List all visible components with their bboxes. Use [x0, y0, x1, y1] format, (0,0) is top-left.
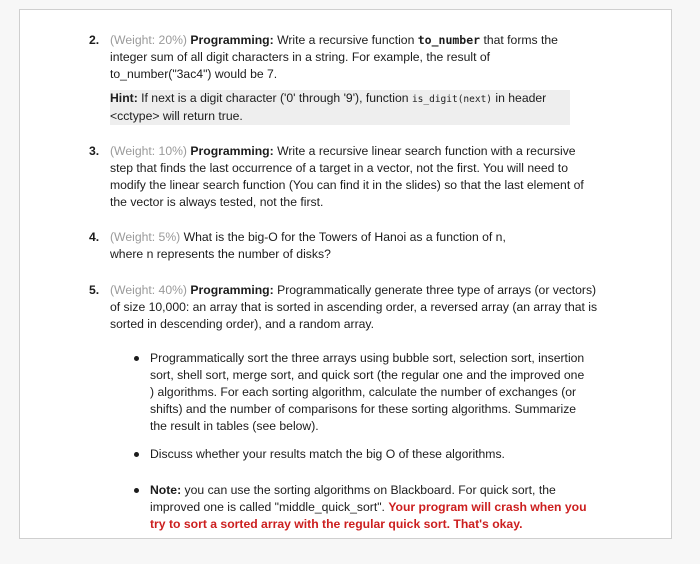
hint-text: If next is a digit character ('0' through '9'), function — [137, 91, 412, 105]
bullet-text: Programmatically sort the three arrays using bubble sort, selection sort, insertion sort, shell sort, merge sort, and quick sort (the regular one and the improved one ) algorithms. For each sorting algorithm, calculate the number of exchanges (or shifts) and the number of comparisons for these sorting algorithms. Summarize the result in tables (see below). — [150, 351, 585, 433]
weight-label: (Weight: 40%) — [110, 283, 187, 297]
question-3 — [89, 143, 595, 211]
warning-text: Your program will crash when you try to sort a sorted array with the regular quick sort. That's okay. — [150, 500, 587, 531]
weight-label: (Weight: 20%) — [110, 33, 187, 47]
weight-label: (Weight: 10%) — [110, 144, 187, 158]
question-text: Programmatically generate three type of arrays (or vectors) of size 10,000: an array that is sorted in ascending order, a reversed array (an array that is sorted in descending order), and a random array. — [110, 283, 598, 331]
function-name: to_number — [417, 33, 481, 47]
question-text: that forms the integer sum of all digit characters in a string. For example, the result of to_number("3ac4") would be 7. — [110, 33, 558, 81]
question-text: Write a recursive function — [273, 33, 418, 47]
question-5 — [89, 282, 600, 333]
weight-label: (Weight: 5%) — [110, 230, 181, 244]
bullet-dot — [134, 356, 139, 361]
bullet-text: Discuss whether your results match the big O of these algorithms. — [150, 447, 505, 461]
question-number: 4. — [89, 230, 100, 244]
lead-label: Programming: — [190, 33, 274, 47]
hint-code: is_digit(next) — [411, 94, 493, 105]
question-text: Write a recursive linear search function with a recursive step that finds the last occurrence of a target in a vector, not the first. You will need to modify the linear search function (You can find it in the slides) so that the last element of the vector is always tested, not the first. — [110, 144, 584, 209]
hint-box — [110, 90, 570, 125]
hint-label: Hint: — [110, 91, 138, 105]
bullet-item — [150, 482, 595, 533]
question-number: 2. — [89, 33, 100, 47]
bullet-item — [150, 350, 590, 435]
lead-label: Programming: — [190, 144, 274, 158]
document-page — [19, 9, 672, 539]
question-text: What is the big-O for the Towers of Hanoi as a function of n, where n represents the number of disks? — [110, 230, 506, 261]
question-number: 3. — [89, 144, 100, 158]
question-number: 5. — [89, 283, 100, 297]
note-label: Note: — [150, 483, 182, 497]
question-4 — [89, 229, 530, 263]
bullet-item — [150, 446, 620, 463]
lead-label: Programming: — [190, 283, 274, 297]
hint-text: in header <cctype> will return true. — [110, 91, 547, 123]
bullet-text: you can use the sorting algorithms on Blackboard. For quick sort, the improved one is called "middle_quick_sort". — [150, 483, 556, 514]
bullet-dot — [134, 452, 139, 457]
question-2 — [89, 32, 580, 125]
bullet-dot — [134, 488, 139, 493]
